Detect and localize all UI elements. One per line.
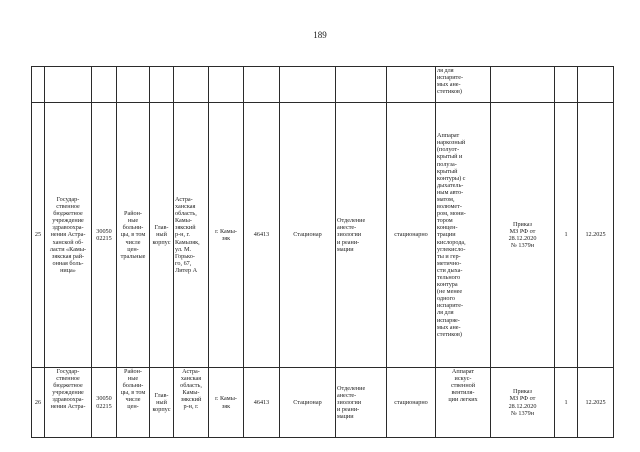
cell-division [117,67,150,103]
page-number: 189 [313,30,327,40]
cell-department: Отделение анесте- зиологии и реани- мации [336,368,387,438]
cell-code: 30050 02215 [92,368,117,438]
cell-organization: Государ- ственное бюджетное учреждение здравоохра- нения Астра- [45,368,92,438]
cell-code: 30050 02215 [92,103,117,368]
cell-equipment: ля для испарите- мых ане- стетиков) [436,67,491,103]
equipment-registry-table [31,66,614,438]
cell-division: Район- ные больни- цы, в том числе цен- тральные [117,103,150,368]
cell-date: 12.2025 [578,368,614,438]
cell-code [92,67,117,103]
cell-building: Глав- ный корпус [150,103,174,368]
cell-order: Приказ МЗ РФ от 28.12.2020 № 1379н [491,103,555,368]
cell-equipment: Аппарат наркозный (полуот- крытый и полуза- крытый контуры) с дыхатель- ным авто- матом, волюмет- ром, мони- тором концен- трации кислорода, углекисло- ты и гер- метично- сти дыха- тельного контура (не менее одного испарите- ля для испаряе- мых ане- стетиков) [436,103,491,368]
cell-city: г. Камы- зяк [209,103,244,368]
cell-oktmo [244,67,280,103]
cell-order [491,67,555,103]
cell-type [280,67,336,103]
cell-building: Глав- ный корпус [150,368,174,438]
table-row [32,103,614,368]
cell-city: г. Камы- зяк [209,368,244,438]
cell-order: Приказ МЗ РФ от 28.12.2020 № 1379н [491,368,555,438]
cell-mode: стационарно [387,368,436,438]
cell-mode [387,67,436,103]
cell-quantity: 1 [555,368,578,438]
cell-quantity: 1 [555,103,578,368]
cell-address: Астра- ханская область, Камы- зякский р-н, г. Камызяк, ул. М. Горько- го, 67, Литер А [174,103,209,368]
cell-type: Стационар [280,368,336,438]
cell-num: 25 [32,103,45,368]
cell-address [174,67,209,103]
cell-mode: стационарно [387,103,436,368]
table-row [32,67,614,103]
cell-division: Район- ные больни- цы, в том числе цен- [117,368,150,438]
cell-address: Астра- ханская область, Камы- зякский р-н, г. [174,368,209,438]
cell-type: Стационар [280,103,336,368]
cell-date [578,67,614,103]
cell-oktmo: 46413 [244,368,280,438]
cell-department: Отделение анесте- зиологии и реани- мации [336,103,387,368]
table-row [32,368,614,438]
cell-equipment: Аппарат искус- ственной вентиля- ции легких [436,368,491,438]
cell-city [209,67,244,103]
cell-organization: Государ- ственное бюджетное учреждение здравоохра- нения Астра- ханской об- ласти «Камы- зякская рай- онная боль- ница» [45,103,92,368]
cell-quantity [555,67,578,103]
cell-num: 26 [32,368,45,438]
cell-building [150,67,174,103]
cell-oktmo: 46413 [244,103,280,368]
cell-num [32,67,45,103]
cell-organization [45,67,92,103]
cell-date: 12.2025 [578,103,614,368]
cell-department [336,67,387,103]
